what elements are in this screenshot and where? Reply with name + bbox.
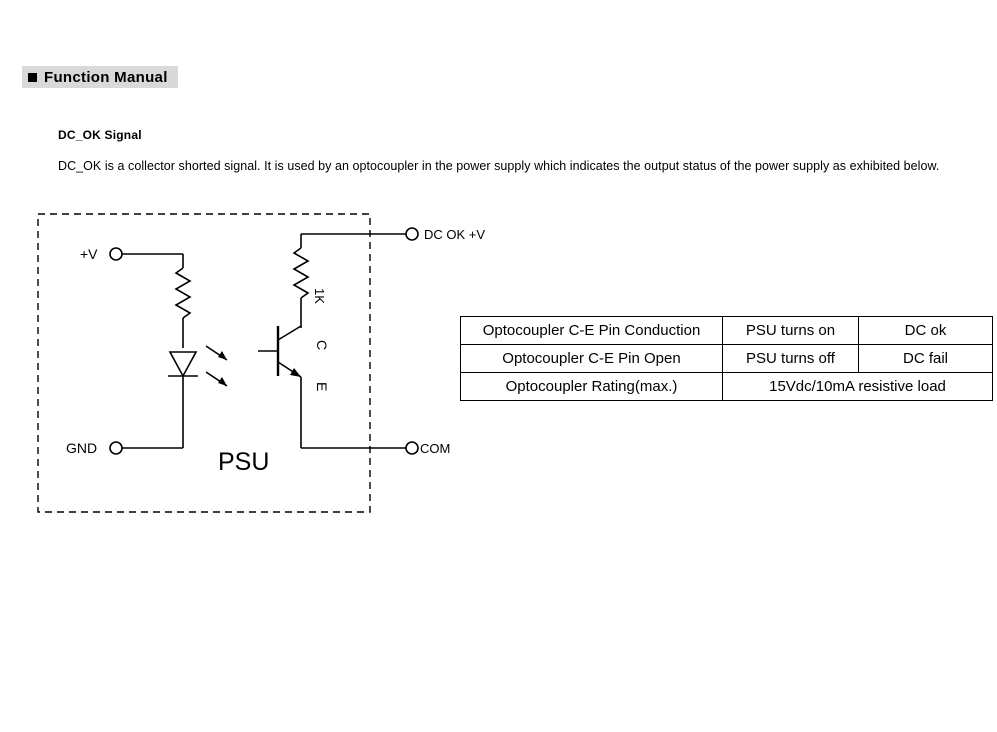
body-paragraph: DC_OK is a collector shorted signal. It is used by an optocoupler in the power supply which indicates the output status of the power supply as exhibited below. [58,159,940,173]
table-cell-rating: 15Vdc/10mA resistive load [723,373,993,401]
table-cell-condition: Optocoupler Rating(max.) [461,373,723,401]
terminal-dc-ok-plus-v [406,228,418,240]
table-cell-psu-state: PSU turns on [723,317,859,345]
label-plus-v: +V [80,246,98,262]
label-collector: C [314,340,330,351]
table-row [461,345,993,373]
label-emitter: E [314,382,330,392]
square-bullet-icon [28,73,37,82]
circuit-diagram-svg [20,200,490,530]
sub-heading: DC_OK Signal [58,128,142,142]
label-psu: PSU [218,448,270,476]
terminal-plus-v [110,248,122,260]
label-gnd: GND [66,440,98,456]
terminal-gnd [110,442,122,454]
section-title: Function Manual [44,68,168,86]
terminal-com [406,442,418,454]
label-resistor-1k: 1K [312,288,327,304]
table-row [461,317,993,345]
table-cell-dc-state: DC fail [859,345,993,373]
table-cell-dc-state: DC ok [859,317,993,345]
table-row [461,373,993,401]
label-dc-ok-plus-v: DC OK +V [424,227,486,242]
table-cell-condition: Optocoupler C-E Pin Open [461,345,723,373]
section-heading [22,66,178,88]
table-cell-condition: Optocoupler C-E Pin Conduction [461,317,723,345]
table-cell-psu-state: PSU turns off [723,345,859,373]
optocoupler-spec-table [460,316,993,401]
circuit-diagram [20,200,490,530]
label-com: COM [420,441,451,456]
